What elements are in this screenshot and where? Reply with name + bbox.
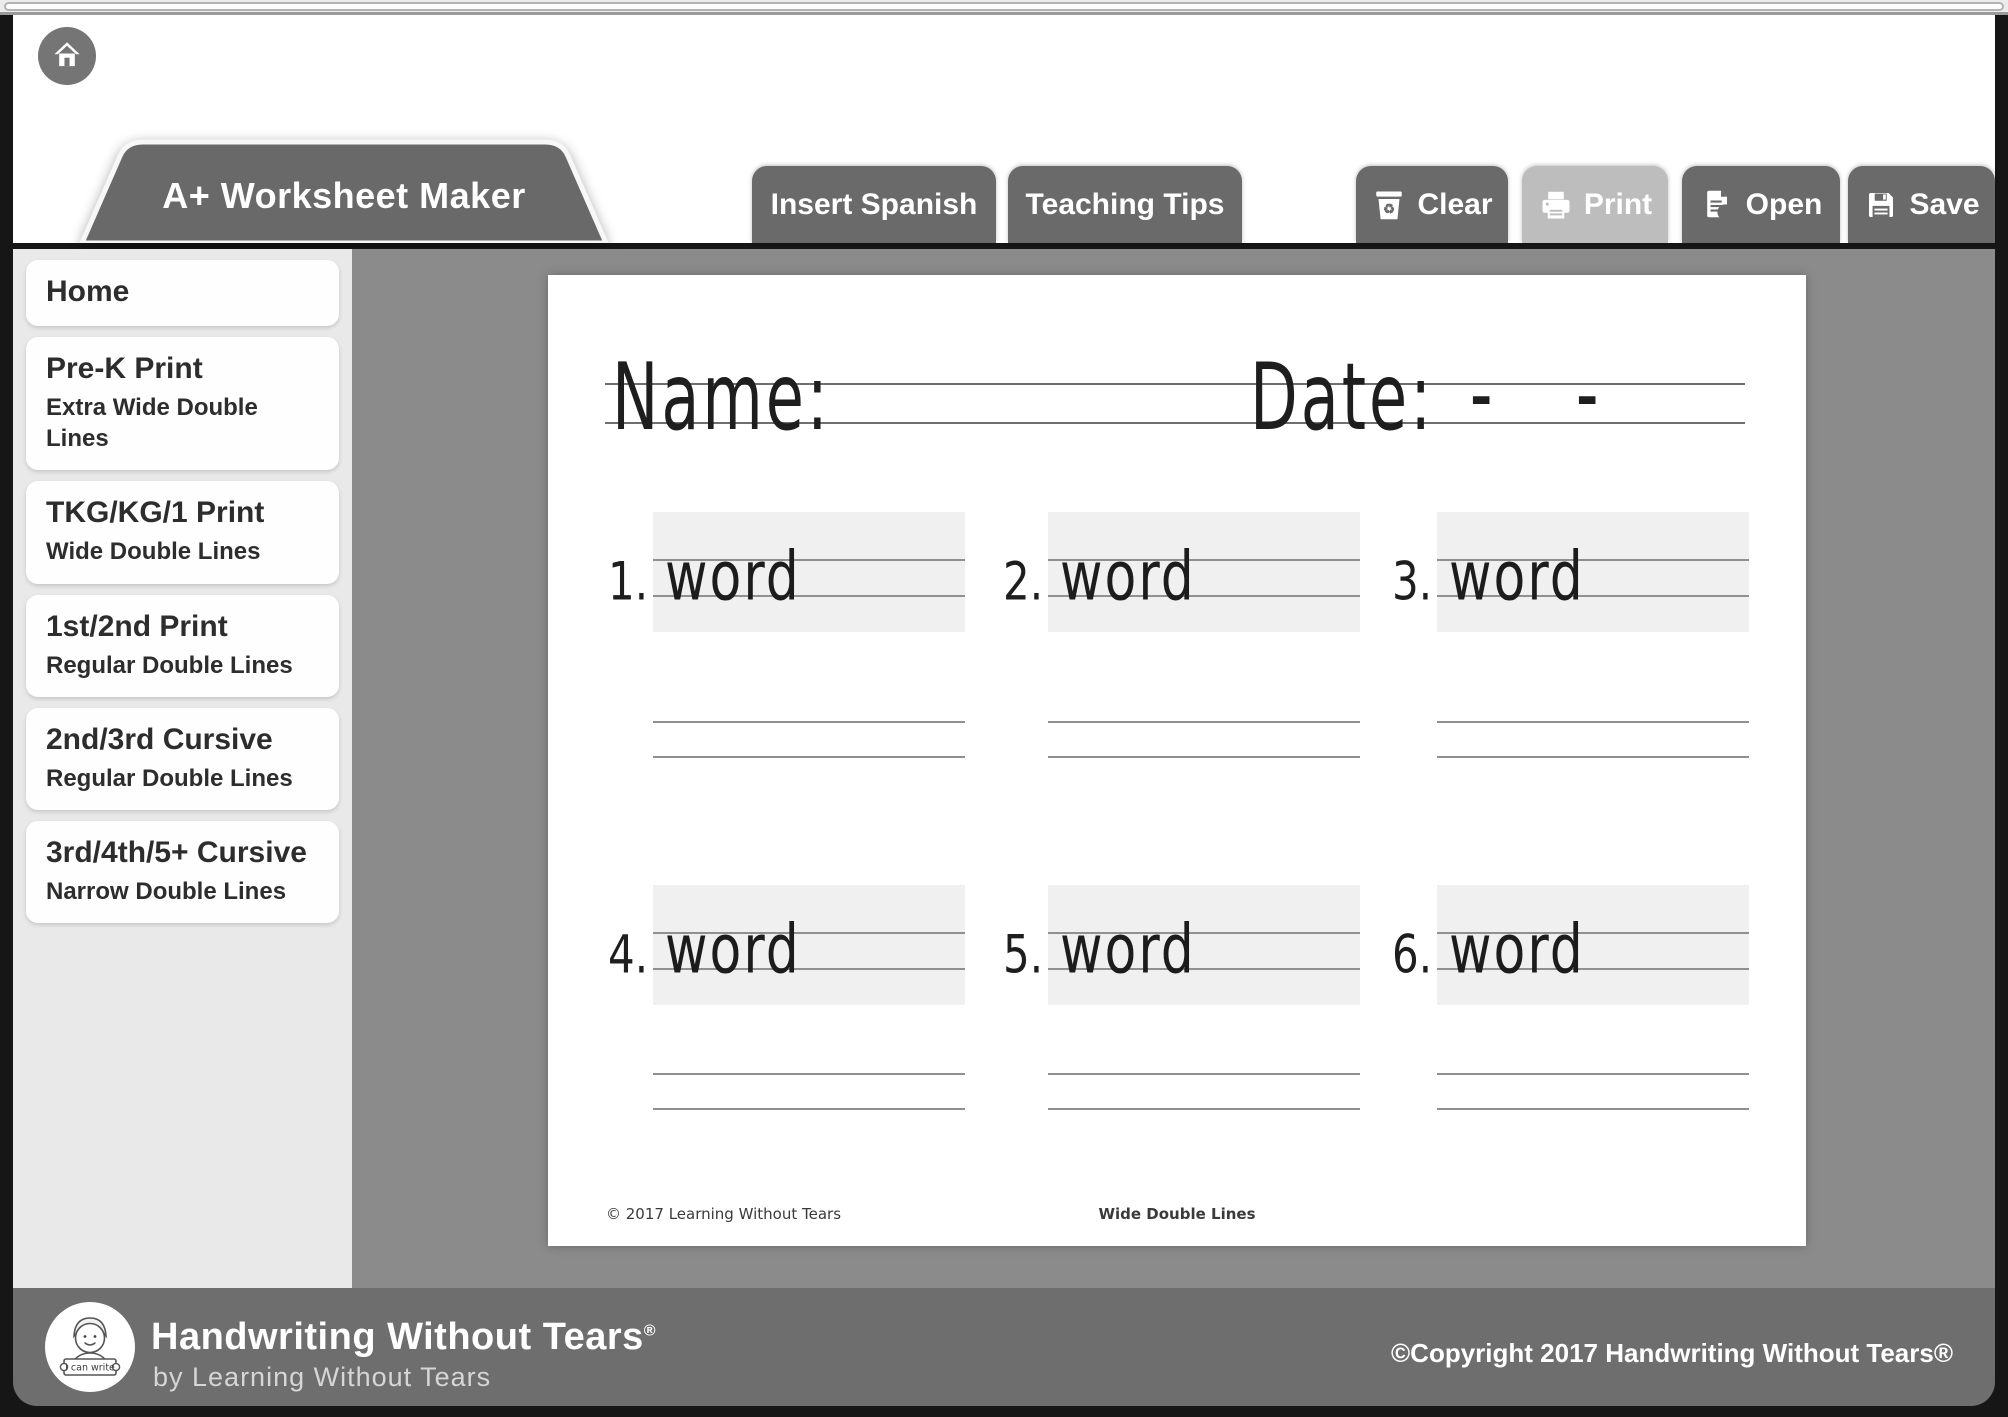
brand-byline: by Learning Without Tears [153,1362,492,1392]
practice-lines [1048,1073,1360,1110]
date-label: Date: [1250,342,1435,452]
word-box-2[interactable] [1048,512,1360,632]
word-number-6: 6. [1392,923,1433,985]
teaching-tips-label: Teaching Tips [1025,187,1225,221]
home-icon [49,37,85,76]
sidebar-item-home[interactable] [26,260,339,326]
practice-lines [653,1073,965,1110]
practice-lines [1437,721,1749,758]
printer-icon [1538,187,1574,223]
sidebar-item-subtitle: Regular Double Lines [46,651,293,679]
registered-mark: ® [643,1322,657,1340]
sidebar-item-pre-k-print[interactable] [26,337,339,470]
word-text-2: word [1060,538,1196,617]
floppy-disk-icon [1863,187,1899,223]
word-box-6[interactable] [1437,885,1749,1005]
save-button[interactable] [1848,166,1995,243]
practice-lines [1437,1073,1749,1110]
sidebar-item-tkg-kg-1-print[interactable] [26,481,339,583]
word-box-4[interactable] [653,885,965,1005]
worksheet-copyright: © 2017 Learning Without Tears [606,1205,842,1223]
word-number-1: 1. [608,550,649,612]
brand-name [151,1316,656,1359]
word-box-5[interactable] [1048,885,1360,1005]
footer-copyright: ©Copyright 2017 Handwriting Without Tears® [1391,1338,1953,1368]
date-dash: - [1576,366,1599,429]
sidebar-item-title: 3rd/4th/5+ Cursive [46,835,307,869]
word-box-3[interactable] [1437,512,1749,632]
practice-lines [653,721,965,758]
sidebar-item-subtitle: Extra Wide Double Lines [46,394,258,453]
word-number-2: 2. [1003,550,1044,612]
save-label: Save [1909,187,1980,221]
brand-name-text: Handwriting Without Tears [151,1316,644,1358]
svg-text:♻: ♻ [1383,200,1396,216]
word-text-1: word [665,538,801,617]
practice-lines [1048,721,1360,758]
footer [13,1288,1995,1406]
sidebar-item-title: Pre-K Print [46,352,203,385]
tab-label: A+ Worksheet Maker [162,175,526,216]
sidebar-item-title: 2nd/3rd Cursive [46,722,273,756]
sidebar-item-subtitle: Narrow Double Lines [46,877,287,905]
browser-top-edge-inner [4,2,2004,11]
print-label: Print [1583,187,1653,221]
word-text-3: word [1449,538,1585,617]
insert-spanish-label: Insert Spanish [770,187,978,221]
open-button[interactable] [1682,166,1840,243]
home-button[interactable] [38,27,96,85]
sidebar-item-title: 1st/2nd Print [46,609,228,643]
word-text-6: word [1449,911,1585,990]
brand-logo [43,1300,137,1394]
sidebar-item-title: Home [46,275,130,308]
browser-top-edge [0,0,2008,15]
sidebar-item-subtitle: Wide Double Lines [46,538,261,566]
name-label: Name: [612,342,831,452]
tab-worksheet-maker[interactable] [76,139,612,243]
sidebar-item-3rd-4th-5-cursive[interactable] [26,821,339,923]
clear-button[interactable] [1356,166,1508,243]
document-open-icon [1700,187,1736,223]
word-number-5: 5. [1003,923,1044,985]
sidebar-item-subtitle: Regular Double Lines [46,764,293,792]
date-dash: - [1470,366,1493,429]
word-text-4: word [665,911,801,990]
worksheet-preview [548,275,1806,1246]
clear-label: Clear [1417,187,1493,221]
word-text-5: word [1060,911,1196,990]
word-box-1[interactable] [653,512,965,632]
teaching-tips-button[interactable] [1008,166,1242,243]
insert-spanish-button[interactable] [752,166,996,243]
sidebar-item-2nd-3rd-cursive[interactable] [26,708,339,810]
trash-recycle-icon [1371,187,1407,223]
sidebar [13,249,352,1288]
print-button[interactable] [1522,166,1668,243]
word-number-3: 3. [1392,550,1433,612]
worksheet-line-style-label: Wide Double Lines [1098,1205,1256,1223]
sidebar-item-1st-2nd-print[interactable] [26,595,339,697]
open-label: Open [1745,187,1823,221]
sidebar-item-title: TKG/KG/1 Print [46,496,265,530]
word-number-4: 4. [608,923,649,985]
logo-caption: I can write [65,1362,115,1374]
